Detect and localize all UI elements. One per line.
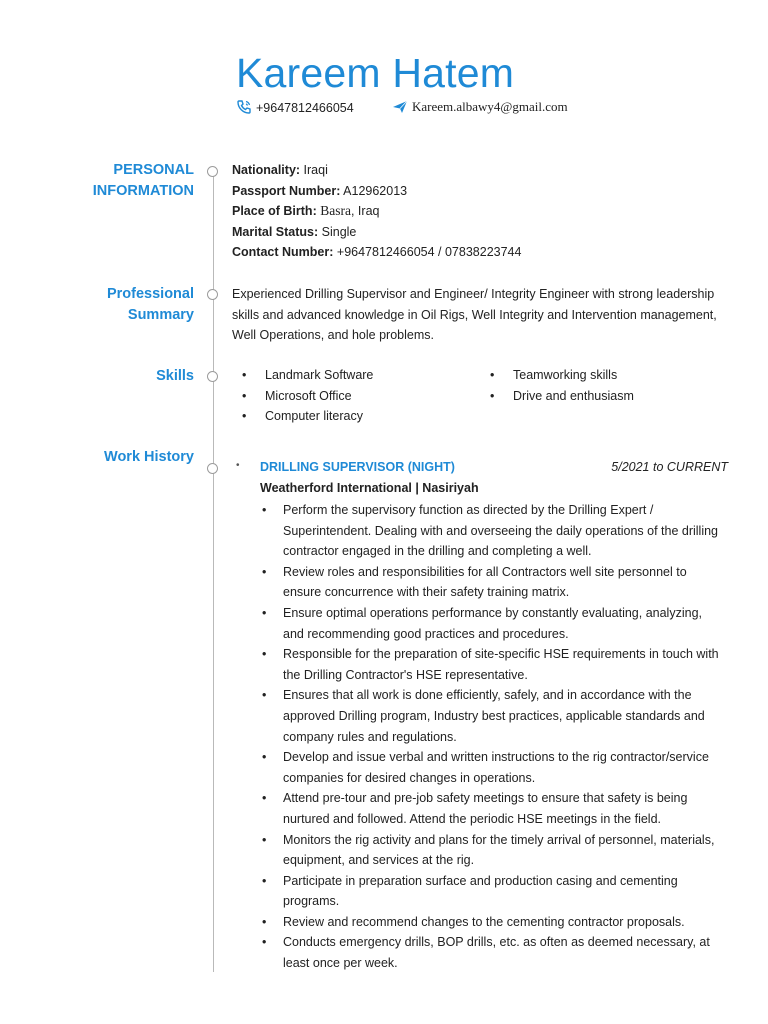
duty-item: • Monitors the rig activity and plans for the timely arrival of personnel, materials, equipment, and services at the rig. <box>260 830 725 871</box>
duty-item: • Perform the supervisory function as directed by the Drilling Expert / Superintendent. Dealing with and overseeing the daily operations of the drilling contractor engaged in the drilling and completing a well. <box>260 500 725 562</box>
field-passport: Passport Number: A12962013 <box>232 183 408 198</box>
field-marital: Marital Status: Single <box>232 224 357 239</box>
job-marker: • <box>236 460 240 471</box>
duty-item: • Attend pre-tour and pre-job safety meetings to ensure that safety is being nurtured and followed. Attend the periodic HSE meetings in the field. <box>260 788 725 829</box>
personal-info <box>232 160 732 263</box>
section-heading-skills: Skills <box>156 368 194 384</box>
send-icon <box>392 100 408 114</box>
duty-item: • Develop and issue verbal and written instructions to the rig contractor/service companies for desired changes in operations. <box>260 747 725 788</box>
email-contact <box>392 99 568 115</box>
job-title: DRILLING SUPERVISOR (NIGHT) <box>260 460 455 474</box>
job-duties <box>260 500 725 974</box>
summary-text: Experienced Drilling Supervisor and Engineer/ Integrity Engineer with strong leadership skills and advanced knowledge in Oil Rigs, Well Integrity and Intervention management, Well Operations, and hole problems. <box>232 287 717 343</box>
skill-item: • Computer literacy <box>232 406 373 427</box>
duty-item: • Ensures that all work is done efficiently, safely, and in accordance with the approved Drilling program, Industry best practices, applicable standards and company rules and regulations. <box>260 685 725 747</box>
duty-item: • Conducts emergency drills, BOP drills, etc. as often as deemed necessary, at least once per week. <box>260 932 725 973</box>
timeline-node-personal <box>207 166 218 177</box>
duty-item: • Responsible for the preparation of site-specific HSE requirements in touch with the Drilling Contractor's HSE representative. <box>260 644 725 685</box>
job-company: Weatherford International | Nasiriyah <box>260 481 479 495</box>
timeline-node-skills <box>207 371 218 382</box>
section-heading-personal: PERSONAL INFORMATION <box>92 162 194 199</box>
field-birthplace: Place of Birth: Basra, Iraq <box>232 203 380 219</box>
skill-item: • Landmark Software <box>232 365 373 386</box>
section-heading-summary: Professional Summary <box>106 286 194 323</box>
email-address[interactable]: Kareem.albawy4@gmail.com <box>412 99 568 114</box>
timeline-node-work <box>207 463 218 474</box>
job-date: 5/2021 to CURRENT <box>611 460 728 474</box>
skills-list-right <box>480 365 634 406</box>
candidate-name: Kareem Hatem <box>236 50 515 96</box>
skill-item: • Teamworking skills <box>480 365 634 386</box>
phone-number: +9647812466054 <box>256 101 354 115</box>
duty-item: • Participate in preparation surface and production casing and cementing programs. <box>260 871 725 912</box>
phone-contact <box>236 99 354 115</box>
skills-list-left <box>232 365 373 427</box>
skill-item: • Drive and enthusiasm <box>480 386 634 407</box>
duty-item: • Review roles and responsibilities for all Contractors well site personnel to ensure concurrence with their safety training matrix. <box>260 562 725 603</box>
phone-icon <box>236 99 252 115</box>
field-contact: Contact Number: +9647812466054 / 07838223744 <box>232 245 522 260</box>
duty-item: • Review and recommend changes to the cementing contractor proposals. <box>260 912 725 933</box>
skill-item: • Microsoft Office <box>232 386 373 407</box>
field-nationality: Nationality: Iraqi <box>232 163 328 177</box>
timeline-node-summary <box>207 289 218 300</box>
section-heading-work: Work History <box>104 449 194 465</box>
duty-item: • Ensure optimal operations performance by constantly evaluating, analyzing, and recommending good practices and procedures. <box>260 603 725 644</box>
